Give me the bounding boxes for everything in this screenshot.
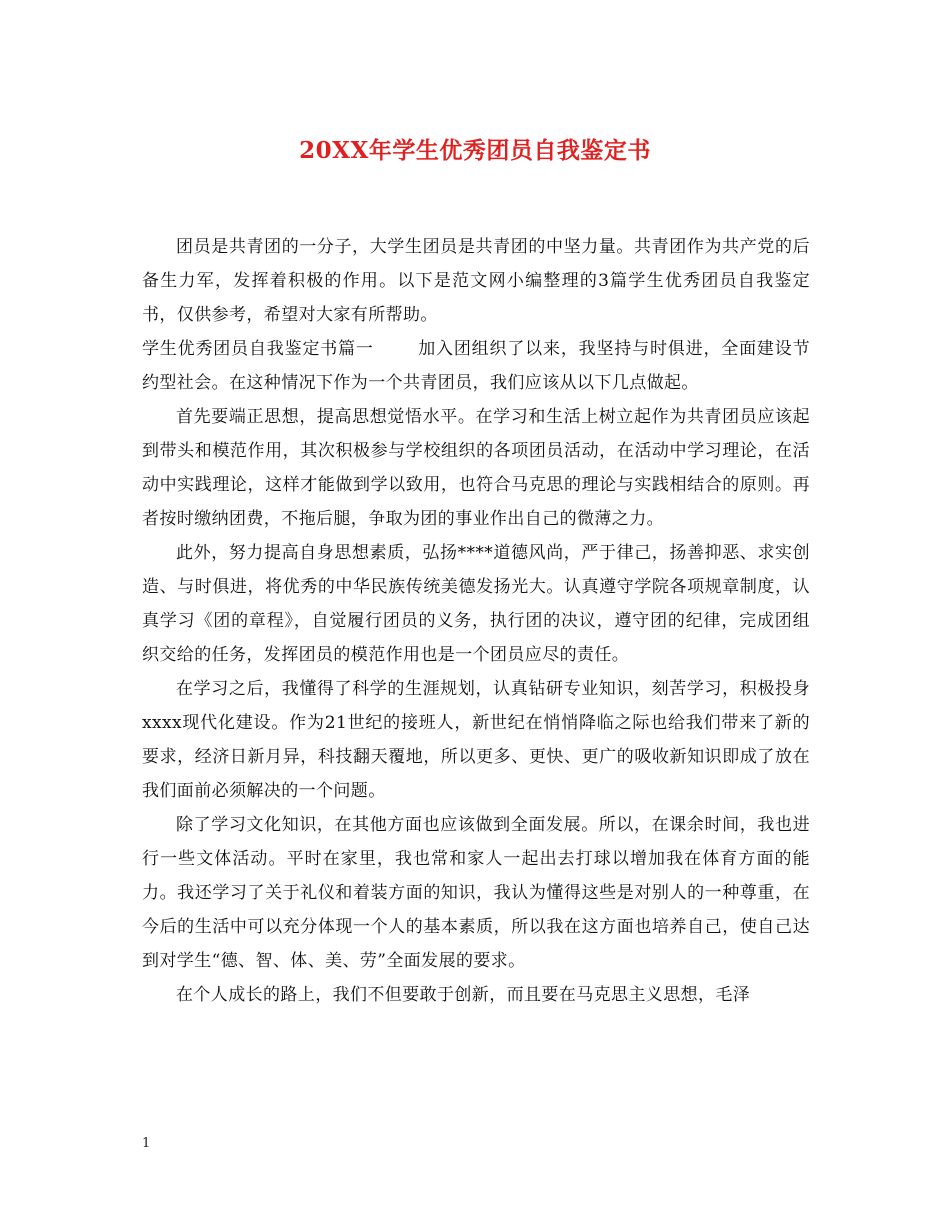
document-body [142,230,810,1012]
document-title: 20XX年学生优秀团员自我鉴定书 [299,137,651,164]
section-heading: 学生优秀团员自我鉴定书篇一 [142,339,374,359]
body-paragraph: 除了学习文化知识，在其他方面也应该做到全面发展。所以，在课余时间，我也进行一些文体活动。平时在家里，我也常和家人一起出去打球以增加我在体育方面的能力。我还学习了关于礼仪和着装方面的知识，我认为懂得这些是对别人的一种尊重，在今后的生活中可以充分体现一个人的基本素质，所以我在这方面也培养自己，使自己达到对学生“德、智、体、美、劳”全面发展的要求。 [142,815,810,971]
page-number: 1 [142,1136,151,1151]
body-paragraph: 在个人成长的路上，我们不但要敢于创新，而且要在马克思主义思想，毛泽 [176,985,751,1005]
body-paragraph: 在学习之后，我懂得了科学的生涯规划，认真钻研专业知识，刻苦学习，积极投身xxxx现代化建设。作为21世纪的接班人，新世纪在悄悄降临之际也给我们带来了新的要求，经济日新月异，科技翻天覆地，所以更多、更快、更广的吸收新知识即成了放在我们面前必须解决的一个问题。 [142,679,810,801]
body-paragraph: 首先要端正思想，提高思想觉悟水平。在学习和生活上树立起作为共青团员应该起到带头和模范作用，其次积极参与学校组织的各项团员活动，在活动中学习理论，在活动中实践理论，这样才能做到学以致用，也符合马克思的理论与实践相结合的原则。再者按时缴纳团费，不拖后腿，争取为团的事业作出自己的微薄之力。 [142,407,810,529]
section-first-paragraph [142,332,810,400]
section-first-text: 加入团组织了以来，我坚持与时俱进，全面建设节约型社会。在这种情况下作为一个共青团员，我们应该从以下几点做起。 [142,339,810,393]
body-paragraph: 此外，努力提高自身思想素质，弘扬****道德风尚，严于律己，扬善抑恶、求实创造、与时俱进，将优秀的中华民族传统美德发扬光大。认真遵守学院各项规章制度，认真学习《团的章程》，自觉履行团员的义务，执行团的决议，遵守团的纪律，完成团组织交给的任务，发挥团员的模范作用也是一个团员应尽的责任。 [142,543,810,665]
intro-paragraph: 团员是共青团的一分子，大学生团员是共青团的中坚力量。共青团作为共产党的后备生力军，发挥着积极的作用。以下是范文网小编整理的3篇学生优秀团员自我鉴定书，仅供参考，希望对大家有所帮助。 [142,237,810,325]
